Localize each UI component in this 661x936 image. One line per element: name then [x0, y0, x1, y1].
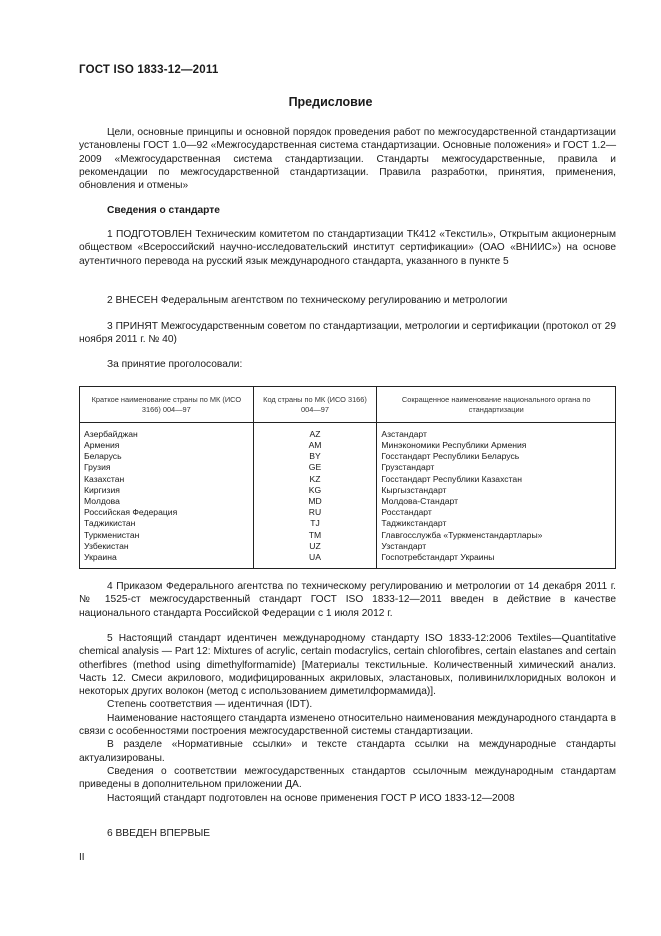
cell-body: Кыргызстандарт [381, 484, 447, 495]
cell-body: Госстандарт Республики Казахстан [381, 473, 522, 484]
cell-body: Грузстандарт [381, 462, 435, 473]
cell-body: Минэкономики Республики Армения [381, 440, 527, 451]
cell-code: RU [253, 507, 377, 518]
item-4: 4 Приказом Федерального агентства по техническому регулированию и метрологии от 14 декабря 2011 г. № 1525-ст межгосударственный стандарт ГОСТ ISO 1833-12—2011 введен в действие в качестве национального стандарта Российской Федерации с 1 июля 2012 г. [79, 581, 616, 619]
cell-country: Туркменистан [80, 530, 254, 541]
document-header: ГОСТ ISO 1833-12—2011 [79, 64, 219, 76]
cell-country: Азербайджан [80, 422, 254, 440]
column-header-country: Краткое наименование страны по МК (ИСО 3166) 004—97 [80, 387, 254, 423]
table-row [80, 530, 616, 541]
cell-country: Грузия [80, 462, 254, 473]
cell-code: AM [253, 440, 377, 451]
table-row [80, 474, 616, 485]
cell-country: Казахстан [80, 474, 254, 485]
standard-info-heading: Сведения о стандарте [107, 205, 220, 216]
cell-body: Молдова-Стандарт [381, 496, 459, 507]
cell-body: Госстандарт Республики Беларусь [381, 451, 520, 462]
cell-code: UA [253, 552, 377, 569]
page-title: Предисловие [288, 95, 373, 109]
column-header-body: Сокращенное наименование национального органа по стандартизации [377, 387, 616, 423]
table-row [80, 496, 616, 507]
item-5-name-change: Наименование настоящего стандарта изменено относительно наименования международного стандарта в связи с особенностями построения межгосударственной системы стандартизации. [79, 712, 616, 738]
table-row [80, 485, 616, 496]
item-5-degree: Степень соответствия — идентичная (IDT). [107, 699, 313, 711]
table-header-row [80, 387, 616, 423]
cell-country: Таджикистан [80, 518, 254, 529]
intro-section [79, 126, 616, 192]
table-row [80, 462, 616, 473]
table-row [80, 518, 616, 529]
voted-label: За принятие проголосовали: [107, 359, 243, 370]
item-6: 6 ВВЕДЕН ВПЕРВЫЕ [107, 828, 211, 839]
cell-body: Госпотребстандарт Украины [381, 552, 495, 563]
item-1-block [79, 228, 616, 268]
intro-paragraph: Цели, основные принципы и основной порядок проведения работ по межгосударственной стандартизации установлены ГОСТ 1.0—92 «Межгосударственная система стандартизации. Основные положения» и ГОСТ 1.2—2009 «Межгосударственная система стандартизации. Стандарты межгосударственные, правила и рекомендации по межгосударственной стандартизации. Правила разработки, принятия, применения, обновления и отмены» [79, 127, 617, 192]
cell-code: MD [253, 496, 377, 507]
cell-code: GE [253, 462, 377, 473]
table-row [80, 507, 616, 518]
cell-country: Молдова [80, 496, 254, 507]
column-header-code: Код страны по МК (ИСО 3166) 004—97 [253, 387, 377, 423]
cell-code: KG [253, 485, 377, 496]
page-number: II [79, 852, 85, 863]
table-row [80, 541, 616, 552]
cell-country: Беларусь [80, 451, 254, 462]
item-4-block [79, 580, 616, 620]
cell-body: Главгосслужба «Туркменстандартлары» [381, 529, 543, 540]
cell-code: KZ [253, 474, 377, 485]
item-5: 5 Настоящий стандарт идентичен международному стандарту ISO 1833-12:2006 Textiles—Quantitative chemical analysis — Part 12: Mixtures of acrylic, certain modacrylics, certain chlorofibres, certain elastanes and certain otherfibres (method using dimethylformamide) [Материалы текстильные. Количественный химический анализ. Часть 12. Смеси акрилового, модифицированных акриловых, эластановых, поливинилхлоридных волокон и некоторых других волокон (метод с использованием диметилформамида)]. [79, 633, 616, 698]
cell-body: Азстандарт [381, 428, 427, 439]
table-row [80, 422, 616, 440]
cell-country: Российская Федерация [80, 507, 254, 518]
item-3-block [79, 320, 616, 347]
item-5-block [79, 632, 616, 805]
cell-code: TM [253, 530, 377, 541]
cell-country: Армения [80, 440, 254, 451]
item-2-block [79, 294, 616, 307]
cell-code: UZ [253, 541, 377, 552]
cell-country: Украина [80, 552, 254, 569]
item-5-basis: Настоящий стандарт подготовлен на основе применения ГОСТ Р ИСО 1833-12—2008 [107, 792, 515, 804]
cell-code: TJ [253, 518, 377, 529]
standard-info-heading-block [79, 204, 616, 217]
item-2: 2 ВНЕСЕН Федеральным агентством по техническому регулированию и метрологии [107, 295, 508, 306]
cell-body: Росстандарт [381, 507, 432, 518]
table-row [80, 552, 616, 569]
voted-block [79, 358, 616, 371]
cell-country: Узбекистан [80, 541, 254, 552]
cell-code: AZ [253, 422, 377, 440]
cell-body: Узстандарт [381, 540, 427, 551]
item-6-block [79, 827, 616, 840]
voting-countries-table [79, 386, 616, 569]
cell-body: Таджикстандарт [381, 518, 447, 529]
cell-code: BY [253, 451, 377, 462]
table-row [80, 451, 616, 462]
item-3: 3 ПРИНЯТ Межгосударственным советом по стандартизации, метрологии и сертификации (протокол от 29 ноября 2011 г. № 40) [79, 321, 616, 346]
item-5-annex: Сведения о соответствии межгосударственных стандартов ссылочным международным стандартам приведены в дополнительном приложении ДА. [79, 765, 616, 791]
item-1: 1 ПОДГОТОВЛЕН Техническим комитетом по стандартизации ТК412 «Текстиль», Открытым акционерным обществом «Всероссийский научно-исследовательский институт сертификации» (ОАО «ВНИИС») на основе аутентичного перевода на русский язык международного стандарта, указанного в пункте 5 [79, 229, 616, 267]
cell-country: Киргизия [80, 485, 254, 496]
table-row [80, 440, 616, 451]
item-5-references: В разделе «Нормативные ссылки» и тексте стандарта ссылки на международные стандарты актуализированы. [79, 739, 616, 764]
